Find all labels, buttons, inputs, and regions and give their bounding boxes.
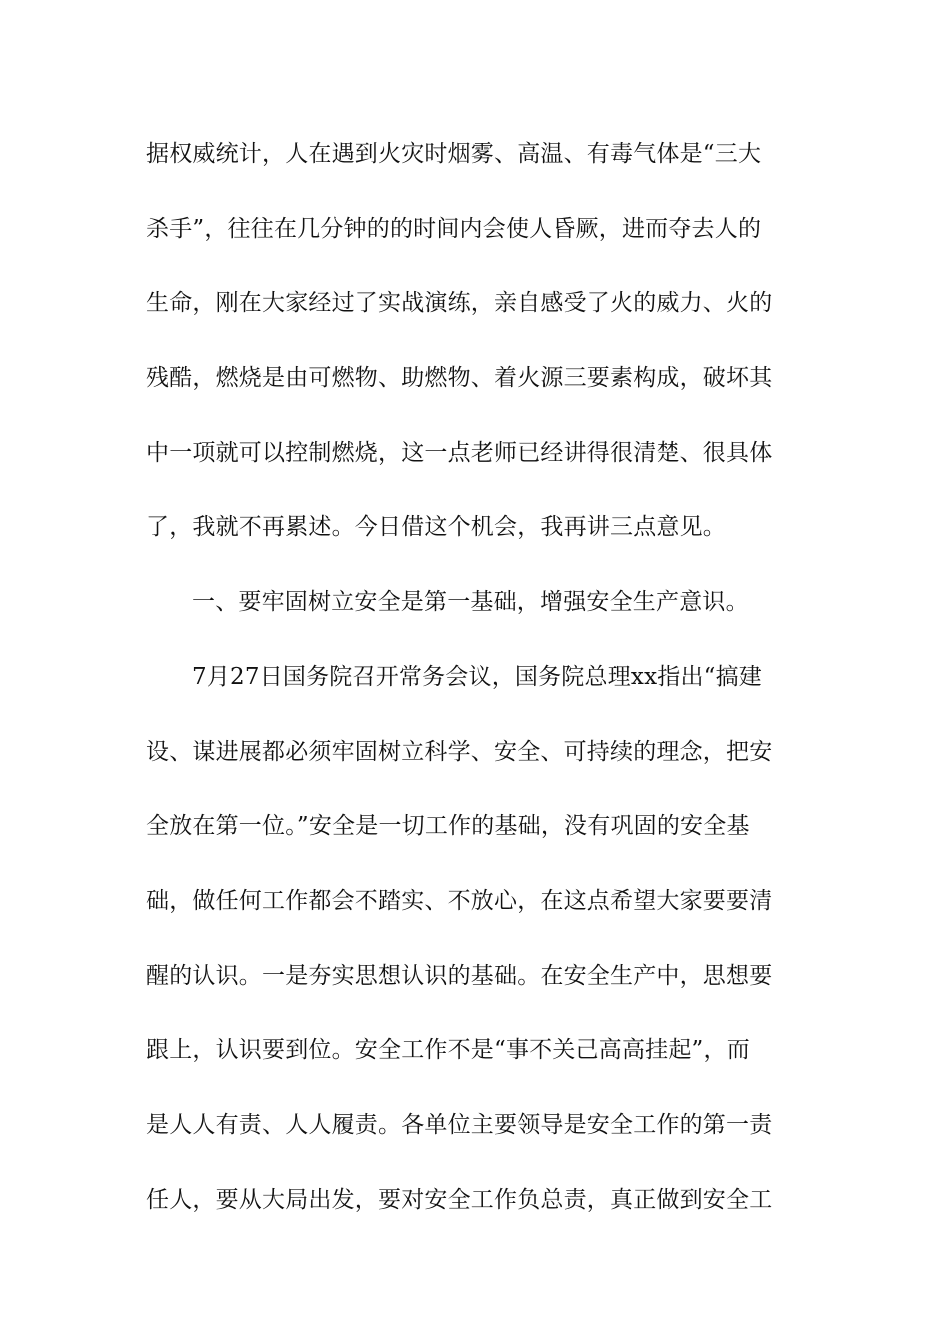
text-line-4: 残酷，燃烧是由可燃物、助燃物、着火源三要素构成，破坏其 (146, 365, 773, 392)
text-line-15: 任人，要从大局出发，要对安全工作负总责，真正做到安全工 (146, 1186, 773, 1213)
section-heading-1: 一、要牢固树立安全是第一基础，增强安全生产意识。 (192, 589, 749, 616)
text-line-2: 杀手”，往往在几分钟的的时间内会使人昏厥，进而夺去人的 (146, 215, 762, 242)
text-line-10: 全放在第一位。”安全是一切工作的基础，没有巩固的安全基 (146, 813, 750, 840)
text-line-3: 生命，刚在大家经过了实战演练，亲自感受了火的威力、火的 (146, 290, 773, 317)
text-line-6: 了，我就不再累述。今日借这个机会，我再讲三点意见。 (146, 514, 726, 541)
text-line-8: 7月27日国务院召开常务会议，国务院总理xx指出“搞建 (192, 663, 763, 690)
text-line-9: 设、谋进展都必须牢固树立科学、安全、可持续的理念，把安 (146, 738, 773, 765)
text-line-1: 据权威统计，人在遇到火灾时烟雾、高温、有毒气体是“三大 (146, 141, 762, 167)
text-line-11: 础，做任何工作都会不踏实、不放心，在这点希望大家要要清 (146, 887, 773, 914)
document-body (146, 132, 806, 1252)
text-line-5: 中一项就可以控制燃烧，这一点老师已经讲得很清楚、很具体 (146, 439, 773, 466)
text-line-12: 醒的认识。一是夯实思想认识的基础。在安全生产中，思想要 (146, 962, 773, 989)
text-line-14: 是人人有责、人人履责。各单位主要领导是安全工作的第一责 (146, 1111, 773, 1138)
text-line-13: 跟上，认识要到位。安全工作不是“事不关己高高挂起”，而 (146, 1037, 750, 1064)
